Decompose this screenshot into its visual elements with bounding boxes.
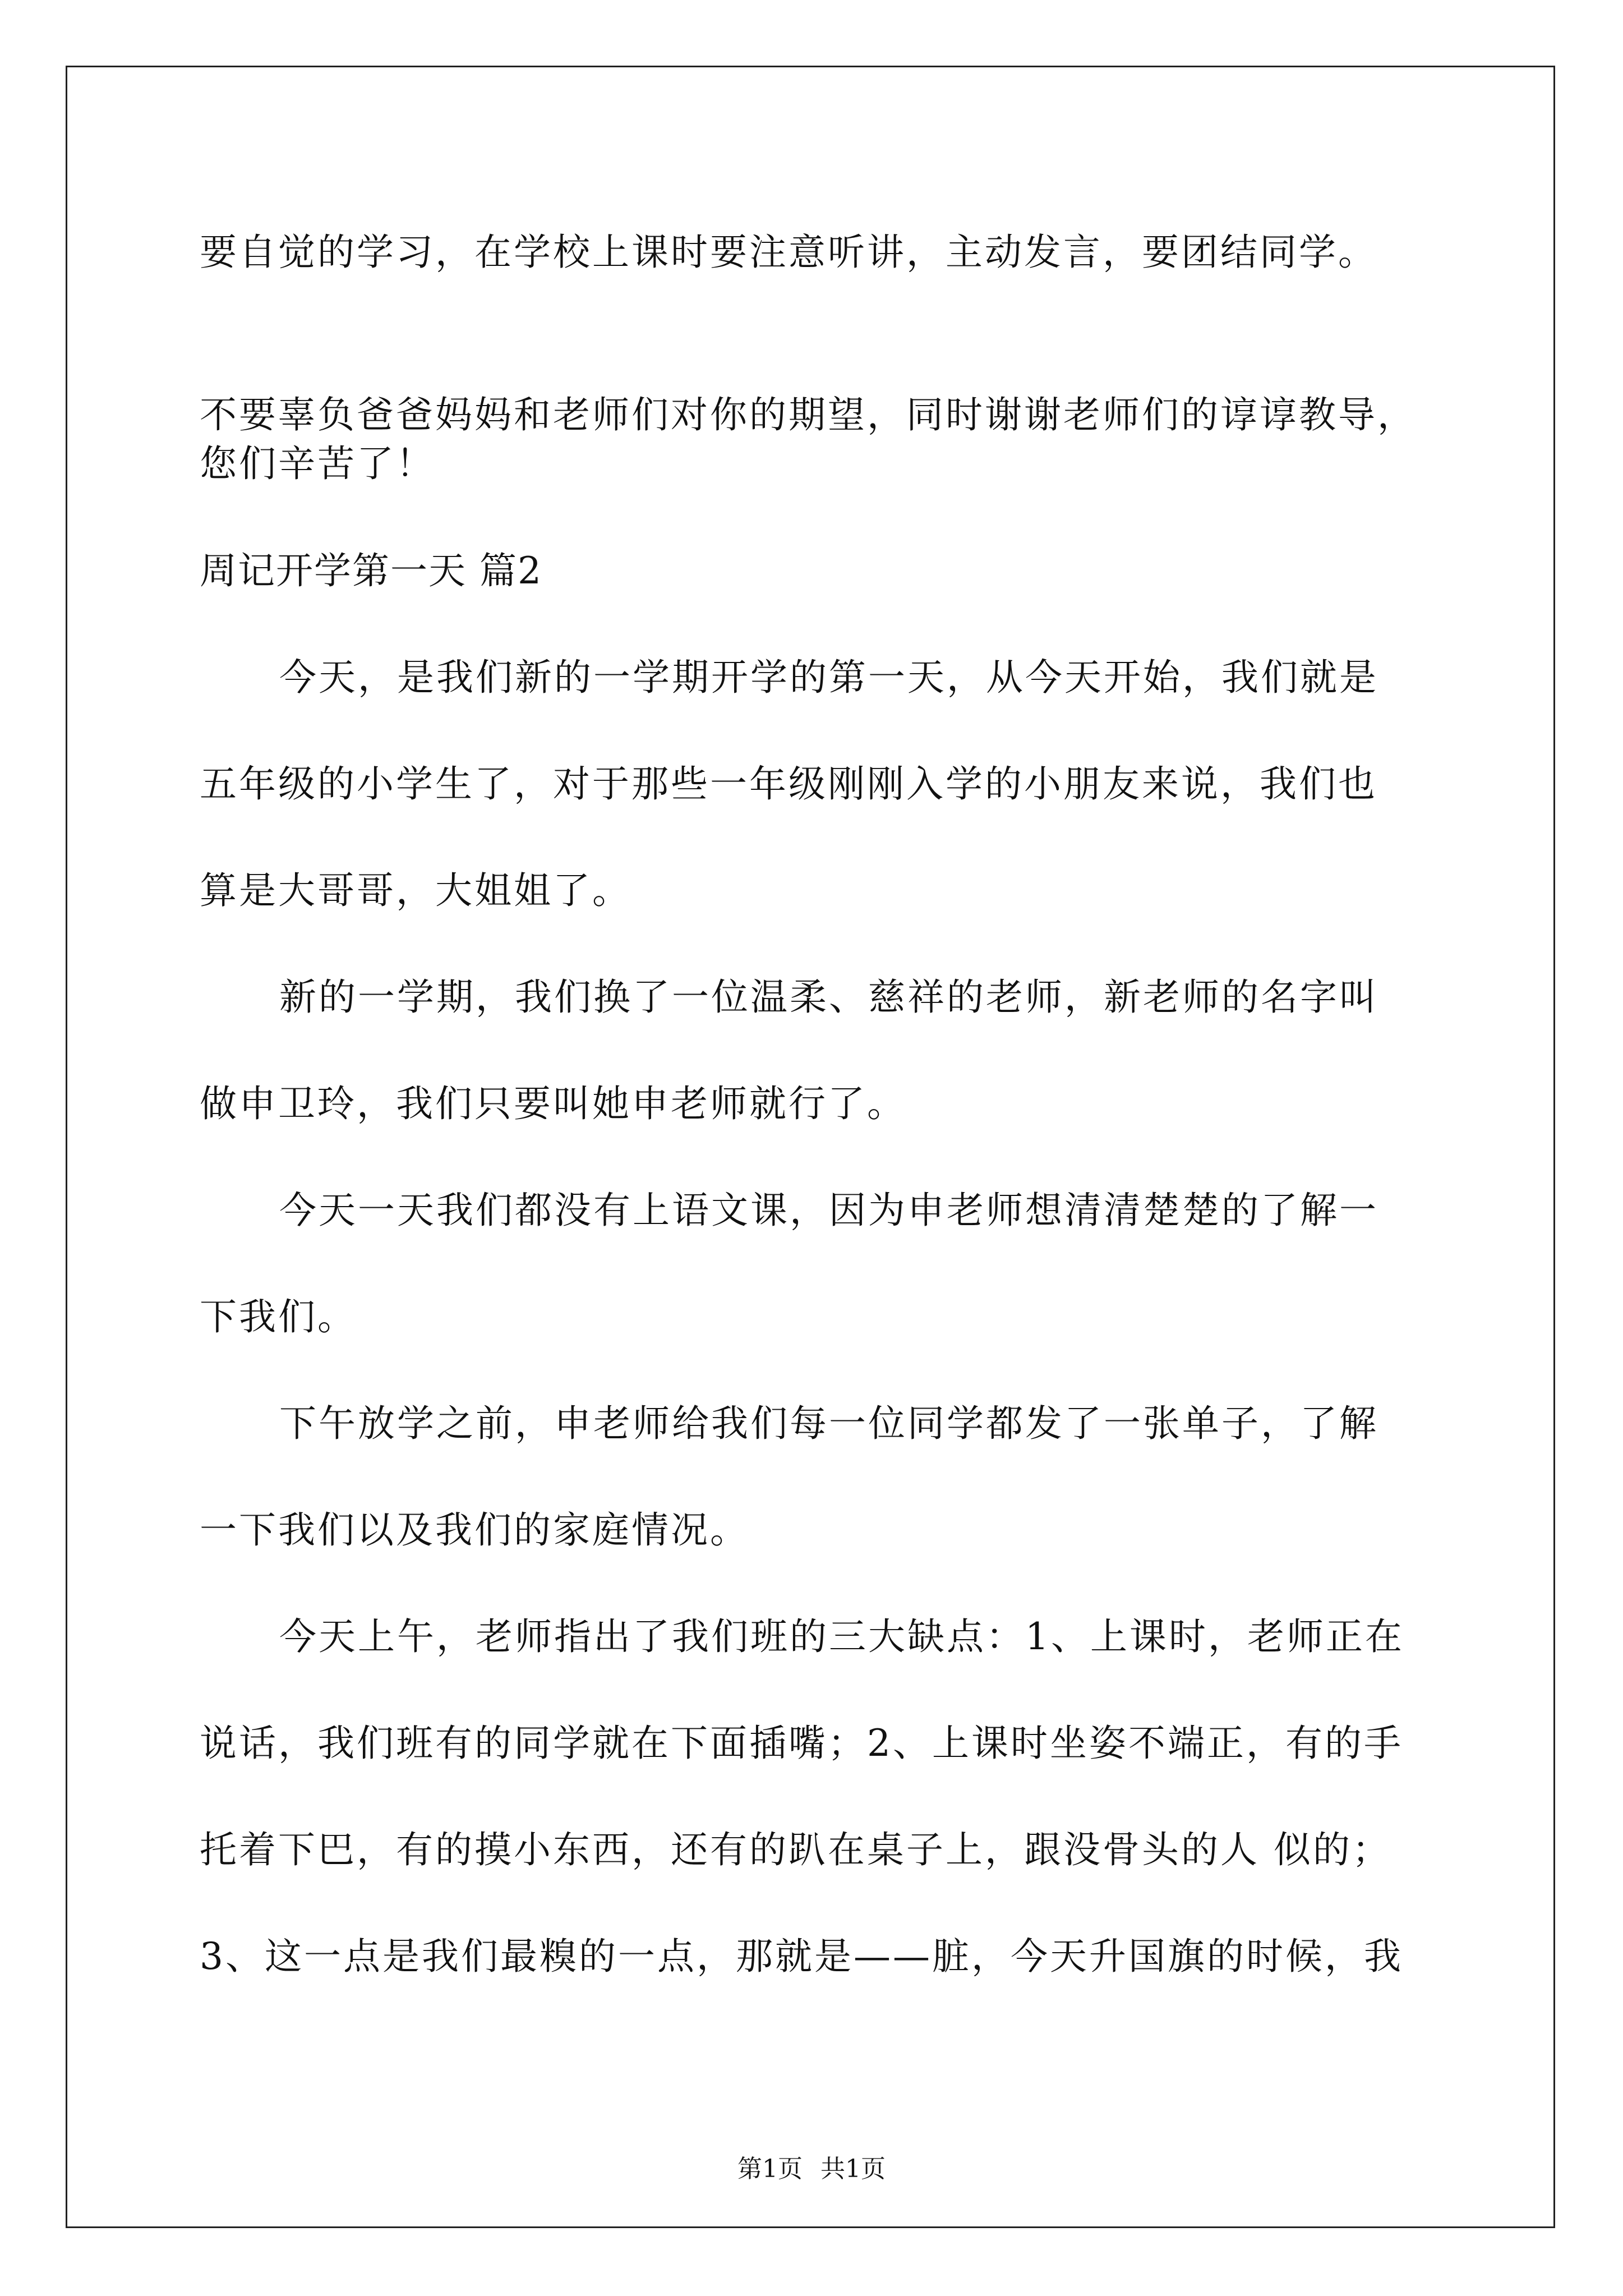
paragraph-line: 下午放学之前，申老师给我们每一位同学都发了一张单子，了解 [279, 1402, 1378, 1445]
page-border [66, 66, 1555, 2228]
paragraph-line: 3、这一点是我们最糗的一点，那就是——脏，今天升国旗的时候，我 [200, 1935, 1403, 1978]
page-footer [0, 2154, 1623, 2185]
page-total: 共1页 [820, 2155, 886, 2183]
paragraph-line: 今天上午，老师指出了我们班的三大缺点：1、上课时，老师正在 [279, 1615, 1404, 1658]
page-number: 第1页 [737, 2155, 803, 2183]
paragraph-line: 做申卫玲，我们只要叫她申老师就行了。 [200, 1082, 906, 1125]
paragraph-line: 托着下巴，有的摸小东西，还有的趴在桌子上，跟没骨头的人 似的； [200, 1828, 1391, 1871]
paragraph-line: 不要辜负爸爸妈妈和老师们对你的期望，同时谢谢老师们的谆谆教导， [200, 393, 1417, 436]
paragraph-line: 五年级的小学生了，对于那些一年级刚刚入学的小朋友来说，我们也 [200, 762, 1377, 806]
paragraph-line: 一下我们以及我们的家庭情况。 [200, 1508, 749, 1552]
paragraph-line: 要自觉的学习，在学校上课时要注意听讲，主动发言，要团结同学。 [200, 231, 1377, 274]
paragraph-line: 算是大哥哥，大姐姐了。 [200, 869, 631, 912]
paragraph-line: 说话，我们班有的同学就在下面插嘴；2、上课时坐姿不端正，有的手 [200, 1722, 1403, 1765]
paragraph-line: 新的一学期，我们换了一位温柔、慈祥的老师，新老师的名字叫 [279, 976, 1378, 1019]
section-heading: 周记开学第一天 篇2 [200, 549, 542, 592]
paragraph-line: 今天一天我们都没有上语文课，因为申老师想清清楚楚的了解一 [279, 1189, 1378, 1232]
paragraph-line: 下我们。 [200, 1295, 357, 1338]
paragraph-line: 您们辛苦了！ [200, 442, 435, 485]
paragraph-line: 今天，是我们新的一学期开学的第一天，从今天开始，我们就是 [279, 656, 1378, 699]
